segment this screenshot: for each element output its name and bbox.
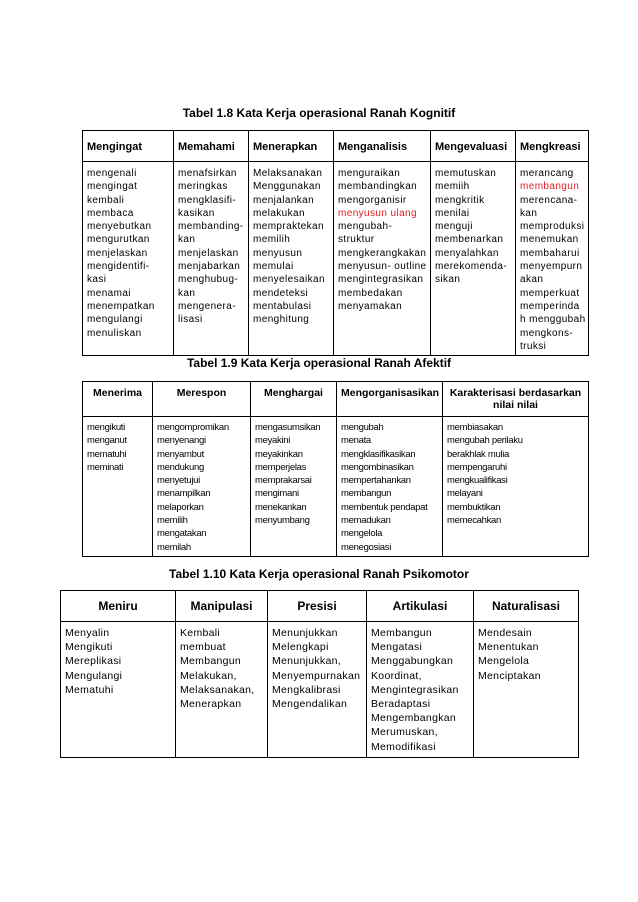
- cell-word: Mengelola: [478, 655, 530, 668]
- header-cell: Meniru: [61, 591, 176, 622]
- cell-word: menyebutkan: [87, 221, 152, 233]
- cell-word: membiasakan: [447, 422, 503, 433]
- table-cell: [176, 622, 268, 758]
- header-cell: Presisi: [268, 591, 367, 622]
- cell-word: Beradaptasi: [371, 698, 431, 711]
- cell-word: mengenali: [87, 168, 137, 179]
- table-cell: [443, 417, 589, 557]
- cell-word: Mengembangkan: [371, 712, 457, 725]
- cell-word: menyetujui: [157, 475, 200, 487]
- cell-word: menampilkan: [157, 488, 211, 500]
- cell-word: Merumuskan,: [371, 726, 438, 739]
- table-header-row: [61, 591, 579, 622]
- psikomotor-table: [60, 590, 579, 758]
- cell-word: Melaksanakan: [253, 168, 323, 179]
- header-cell: Menganalisis: [334, 131, 431, 162]
- cell-word: meringkas: [178, 181, 228, 193]
- cell-word: mengenera-: [178, 300, 236, 312]
- cell-word: mengubah: [341, 422, 384, 433]
- cell-word: Melakukan,: [180, 669, 237, 682]
- table-cell: [251, 417, 337, 557]
- cell-word: membangun: [520, 181, 580, 193]
- table-row: [61, 622, 579, 758]
- table-cell: [516, 162, 589, 356]
- cell-word: mengubah perilaku: [447, 435, 523, 447]
- cell-word: Kembali: [180, 627, 221, 639]
- cell-word: meyakinkan: [255, 448, 303, 460]
- cell-word: menyumbang: [255, 515, 310, 527]
- header-cell: Menerapkan: [249, 131, 334, 162]
- cell-word: Menentukan: [478, 641, 539, 654]
- cell-word: kan: [178, 287, 196, 299]
- cell-word: menguji: [435, 221, 473, 233]
- cell-word: menjelaskan: [178, 247, 239, 259]
- cell-word: Mengulangi: [65, 669, 123, 682]
- table-header-row: [83, 382, 589, 417]
- cell-word: memproduksi: [520, 221, 585, 233]
- cell-word: mengorganisir: [338, 194, 407, 206]
- cell-word: mengompromikan: [157, 422, 229, 433]
- cell-word: Menunjukkan,: [272, 655, 341, 668]
- cell-word: menyempurn: [520, 261, 583, 273]
- cell-word: Membangun: [180, 655, 242, 668]
- cell-word: Memodifikasi: [371, 740, 436, 753]
- cell-word: memperinda: [520, 300, 580, 312]
- cell-word: mendeteksi: [253, 287, 309, 299]
- cell-word: kasikan: [178, 207, 215, 219]
- cell-word: kan: [520, 207, 538, 219]
- cell-word: mengurutkan: [87, 234, 150, 246]
- cell-word: menghubug-: [178, 274, 239, 286]
- cell-word: mengkualifikasi: [447, 475, 508, 487]
- table-cell: [367, 622, 474, 758]
- cell-word: kan: [178, 234, 196, 246]
- cell-word: struktur: [338, 234, 375, 246]
- cell-word: mempraktekan: [253, 221, 324, 233]
- cell-word: Menciptakan: [478, 669, 541, 682]
- cell-word: memadukan: [341, 515, 391, 527]
- table-cell: [153, 417, 251, 557]
- cell-word: menjelaskan: [87, 247, 148, 259]
- cell-word: mengelola: [341, 528, 383, 540]
- cell-word: mengklasifi-: [178, 194, 237, 206]
- header-cell: Memahami: [174, 131, 249, 162]
- cell-word: menjalankan: [253, 194, 315, 206]
- cell-word: mengingat: [87, 181, 138, 193]
- cell-word: mengintegrasikan: [338, 274, 424, 286]
- cell-word: meyakini: [255, 435, 291, 447]
- cell-word: merancang: [520, 168, 574, 179]
- table-cell: [249, 162, 334, 356]
- cell-word: Melengkapi: [272, 641, 329, 654]
- cell-word: membandingkan: [338, 181, 418, 193]
- cell-word: mematuhi: [87, 448, 127, 460]
- cell-word: mengubah-: [338, 221, 393, 233]
- cell-word: mengkerangkakan: [338, 247, 427, 259]
- cell-word: Menyalin: [65, 627, 110, 639]
- cell-word: menyambut: [157, 448, 204, 460]
- table-row: [83, 162, 589, 356]
- cell-word: membedakan: [338, 287, 403, 299]
- header-cell: Naturalisasi: [474, 591, 579, 622]
- cell-word: menafsirkan: [178, 168, 237, 179]
- cell-word: mengklasifikasikan: [341, 448, 416, 460]
- cell-word: menguraikan: [338, 168, 401, 179]
- table-cell: [174, 162, 249, 356]
- table2-caption: Tabel 1.9 Kata Kerja operasional Ranah Afektif: [186, 356, 452, 370]
- cell-word: menyenangi: [157, 435, 206, 447]
- cell-word: memilih: [253, 234, 291, 246]
- cell-word: membanding-: [178, 221, 244, 233]
- cell-word: mengulangi: [87, 314, 143, 326]
- cell-word: melayani: [447, 488, 483, 500]
- cell-word: membentuk pendapat: [341, 501, 428, 513]
- cell-word: akan: [520, 274, 544, 286]
- header-cell: Merespon: [153, 382, 251, 417]
- cell-word: mempengaruhi: [447, 461, 507, 473]
- cell-word: Menggabungkan: [371, 655, 454, 668]
- cell-word: menemukan: [520, 234, 579, 246]
- cell-word: Menggunakan: [253, 181, 321, 193]
- table-cell: [337, 417, 443, 557]
- cell-word: Mengintegrasikan: [371, 683, 459, 696]
- cell-word: membuktikan: [447, 501, 501, 513]
- cell-word: Mereplikasi: [65, 655, 122, 668]
- cell-word: sikan: [435, 274, 461, 286]
- cell-word: Mengkalibrasi: [272, 683, 341, 696]
- cell-word: Koordinat,: [371, 669, 422, 682]
- table-cell: [83, 417, 153, 557]
- table-cell: [474, 622, 579, 758]
- cell-word: mengkons-: [520, 327, 574, 339]
- cell-word: memilih: [157, 515, 188, 527]
- cell-word: menilai: [435, 207, 470, 219]
- header-cell: Mengingat: [83, 131, 174, 162]
- cell-word: menyusun- outline: [338, 261, 427, 273]
- cell-word: menjabarkan: [178, 261, 241, 273]
- cell-word: membangun: [341, 488, 392, 500]
- cell-word: h menggubah: [520, 314, 586, 326]
- cell-word: mempertahankan: [341, 475, 411, 487]
- cell-word: Melaksanakan,: [180, 683, 255, 696]
- cell-word: kasi: [87, 274, 107, 286]
- cell-word: menata: [341, 435, 371, 447]
- cell-word: truksi: [520, 340, 547, 352]
- cell-word: mengasumsikan: [255, 422, 321, 433]
- cell-word: menyelesaikan: [253, 274, 325, 286]
- header-cell: Mengorganisasikan: [337, 382, 443, 417]
- cell-word: memulai: [253, 261, 294, 273]
- cell-word: memecahkan: [447, 515, 502, 527]
- cell-word: Membangun: [371, 627, 433, 639]
- table3-caption: Tabel 1.10 Kata Kerja operasional Ranah Psikomotor: [169, 567, 469, 581]
- cell-word: mendukung: [157, 461, 204, 473]
- cell-word: Mengatasi: [371, 641, 423, 654]
- cell-word: menuliskan: [87, 327, 142, 339]
- cell-word: memilah: [157, 541, 191, 553]
- header-cell: Menghargai: [251, 382, 337, 417]
- cell-word: melaporkan: [157, 501, 204, 513]
- cell-word: memperkuat: [520, 287, 580, 299]
- cell-word: menegosiasi: [341, 541, 392, 553]
- header-cell: Manipulasi: [176, 591, 268, 622]
- header-cell: Menerima: [83, 382, 153, 417]
- table-header-row: [83, 131, 589, 162]
- cell-word: menyusun ulang: [338, 207, 417, 219]
- header-cell: Karakterisasi berdasarkan nilai nilai: [443, 382, 589, 417]
- table-cell: [334, 162, 431, 356]
- cell-word: Menerapkan: [180, 698, 242, 711]
- cell-word: menyusun: [253, 247, 303, 259]
- cell-word: mengatakan: [157, 528, 207, 540]
- cell-word: memperjelas: [255, 461, 307, 473]
- afektif-table: [82, 381, 589, 557]
- cell-word: mengombinasikan: [341, 461, 414, 473]
- cell-word: membuat: [180, 641, 226, 654]
- cell-word: menyalahkan: [435, 247, 499, 259]
- cell-word: mengidentifi-: [87, 261, 150, 273]
- cell-word: Mengikuti: [65, 641, 113, 654]
- cell-word: menempatkan: [87, 300, 155, 312]
- cell-word: memutuskan: [435, 168, 497, 179]
- header-cell: Mengkreasi: [516, 131, 589, 162]
- table-cell: [61, 622, 176, 758]
- cell-word: meminati: [87, 461, 124, 473]
- header-cell: Mengevaluasi: [431, 131, 516, 162]
- cell-word: kembali: [87, 194, 125, 206]
- table-cell: [431, 162, 516, 356]
- cell-word: berakhlak mulia: [447, 448, 510, 460]
- kognitif-table: [82, 130, 589, 356]
- cell-word: Menunjukkan: [272, 627, 338, 639]
- cell-word: menamai: [87, 287, 131, 299]
- header-cell: Artikulasi: [367, 591, 474, 622]
- cell-word: lisasi: [178, 314, 203, 326]
- cell-word: menganut: [87, 435, 127, 447]
- cell-word: memiih: [435, 181, 470, 193]
- cell-word: melakukan: [253, 207, 305, 219]
- table-cell: [83, 162, 174, 356]
- cell-word: memprakarsai: [255, 475, 312, 487]
- cell-word: menghitung: [253, 314, 310, 326]
- cell-word: mentabulasi: [253, 300, 312, 312]
- cell-word: Menyempurnakan: [272, 669, 361, 682]
- cell-word: menyamakan: [338, 300, 403, 312]
- cell-word: menekankan: [255, 501, 307, 513]
- cell-word: Mendesain: [478, 627, 533, 639]
- cell-word: merencana-: [520, 194, 578, 206]
- table-cell: [268, 622, 367, 758]
- cell-word: Mematuhi: [65, 683, 114, 696]
- cell-word: membenarkan: [435, 234, 504, 246]
- cell-word: membaca: [87, 207, 134, 219]
- cell-word: merekomenda-: [435, 261, 508, 273]
- cell-word: mengkritik: [435, 194, 485, 206]
- cell-word: membaharui: [520, 247, 580, 259]
- table-row: [83, 417, 589, 557]
- cell-word: mengikuti: [87, 422, 125, 433]
- cell-word: Mengendalikan: [272, 698, 348, 711]
- table1-caption: Tabel 1.8 Kata Kerja operasional Ranah Kognitif: [182, 106, 456, 120]
- cell-word: mengimani: [255, 488, 299, 500]
